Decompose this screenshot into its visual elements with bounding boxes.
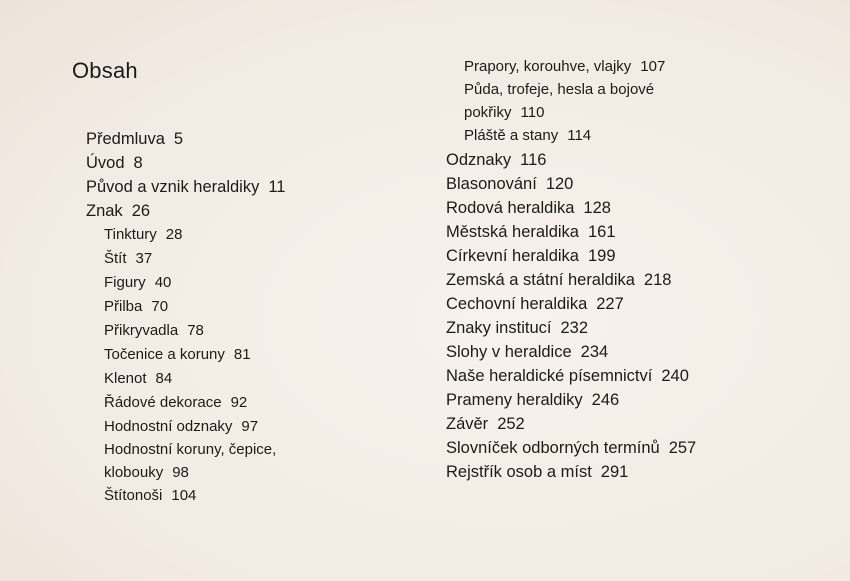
toc-entry xyxy=(446,268,826,292)
toc-entry-title: Klenot xyxy=(104,370,147,387)
toc-entry-page: 5 xyxy=(173,130,184,148)
toc-entry xyxy=(86,484,426,508)
toc-entry-title: Prapory, korouhve, vlajky xyxy=(464,58,632,75)
toc-entry-title: Řádové dekorace xyxy=(104,394,222,411)
toc-entry-title: Točenice a koruny xyxy=(104,346,225,363)
toc-entry xyxy=(86,199,426,223)
toc-entry-title: Původ a vznik heraldiky xyxy=(86,178,260,196)
toc-entry xyxy=(86,247,426,271)
toc-entry xyxy=(86,223,426,247)
toc-entry-page: 8 xyxy=(133,154,143,172)
toc-entry-title: Rejstřík osob a míst xyxy=(446,463,592,481)
toc-entry-page: 116 xyxy=(520,151,547,169)
toc-entry xyxy=(86,319,426,343)
toc-entry-title: Pláště a stany xyxy=(464,127,559,144)
toc-entry xyxy=(446,55,826,79)
toc-entry-title: Slovníček odborných termínů xyxy=(446,439,660,457)
toc-entry-page: 98 xyxy=(172,463,189,481)
page-title: Obsah xyxy=(72,58,138,83)
toc-entry-title: Cechovní heraldika xyxy=(446,295,588,313)
toc-entry-title: Tinktury xyxy=(104,226,157,243)
toc-entry xyxy=(446,436,826,460)
toc-entry xyxy=(86,127,426,151)
toc-entry-page: 107 xyxy=(640,58,666,75)
toc-entry xyxy=(446,412,826,436)
toc-entry xyxy=(446,220,826,244)
toc-entry xyxy=(86,151,426,175)
toc-entry-title: Znak xyxy=(86,202,123,220)
toc-entry-page: 97 xyxy=(241,418,259,435)
toc-left-column xyxy=(86,127,426,508)
toc-entry-page: 246 xyxy=(591,391,620,409)
toc-entry-title: Slohy v heraldice xyxy=(446,343,572,361)
toc-entry-title: Naše heraldické písemnictví xyxy=(446,367,653,385)
toc-entry-page: 227 xyxy=(596,295,624,313)
toc-entry-title: Štít xyxy=(104,250,127,267)
toc-entry-title: Církevní heraldika xyxy=(446,247,579,265)
toc-entry-title: Městská heraldika xyxy=(446,223,579,241)
toc-entry-title: Přilba xyxy=(104,298,143,315)
toc-entry-title: Úvod xyxy=(86,154,125,172)
toc-entry-title: Hodnostní koruny, čepice, klobouky xyxy=(104,441,277,481)
toc-entry xyxy=(446,292,826,316)
toc-entry-title: Půda, trofeje, hesla a bojové pokřiky xyxy=(464,81,655,121)
toc-entry-page: 26 xyxy=(131,202,151,220)
toc-entry-title: Blasonování xyxy=(446,175,537,193)
toc-entry xyxy=(86,295,426,319)
toc-entry-page: 161 xyxy=(587,223,616,241)
toc-entry-page: 240 xyxy=(661,367,689,385)
toc-entry-page: 218 xyxy=(643,271,672,289)
toc-entry-page: 252 xyxy=(497,415,525,433)
toc-entry xyxy=(86,391,426,415)
toc-entry-page: 291 xyxy=(600,463,629,481)
toc-entry-title: Předmluva xyxy=(86,130,165,148)
toc-entry xyxy=(86,175,426,199)
toc-entry-title: Odznaky xyxy=(446,151,512,169)
toc-entry-page: 128 xyxy=(583,199,611,217)
toc-entry-page: 232 xyxy=(560,319,588,337)
toc-entry-title: Figury xyxy=(104,274,146,291)
toc-entry xyxy=(86,343,426,367)
toc-entry-page: 114 xyxy=(567,127,592,144)
toc-entry xyxy=(446,79,826,124)
toc-entry xyxy=(446,340,826,364)
toc-entry-page: 92 xyxy=(230,394,248,411)
toc-entry-title: Rodová heraldika xyxy=(446,199,575,217)
toc-entry xyxy=(86,271,426,295)
toc-entry-page: 257 xyxy=(668,439,697,457)
toc-entry-page: 37 xyxy=(135,250,153,267)
toc-entry-page: 84 xyxy=(155,370,173,387)
toc-entry-title: Zemská a státní heraldika xyxy=(446,271,635,289)
toc-entry-page: 40 xyxy=(154,274,172,291)
toc-entry xyxy=(446,388,826,412)
toc-entry-title: Prameny heraldiky xyxy=(446,391,583,409)
toc-entry xyxy=(446,364,826,388)
toc-entry xyxy=(446,124,826,148)
toc-entry xyxy=(446,316,826,340)
toc-entry xyxy=(446,148,826,172)
toc-entry-page: 81 xyxy=(233,346,251,363)
toc-entry xyxy=(446,172,826,196)
toc-entry xyxy=(446,196,826,220)
toc-entry-title: Znaky institucí xyxy=(446,319,552,337)
toc-entry xyxy=(86,367,426,391)
toc-entry-title: Hodnostní odznaky xyxy=(104,418,233,435)
toc-entry-title: Přikryvadla xyxy=(104,322,179,339)
toc-entry-page: 120 xyxy=(545,175,574,193)
toc-entry-page: 78 xyxy=(187,322,204,339)
toc-entry-title: Štítonoši xyxy=(104,487,163,504)
toc-entry xyxy=(446,244,826,268)
toc-right-column xyxy=(446,55,826,484)
toc-entry-page: 234 xyxy=(580,343,609,361)
toc-entry xyxy=(446,460,826,484)
toc-entry-page: 110 xyxy=(520,103,545,121)
toc-entry-page: 70 xyxy=(151,298,169,315)
toc-entry-title: Závěr xyxy=(446,415,489,433)
toc-entry-page: 199 xyxy=(587,247,616,265)
toc-entry-page: 11 xyxy=(268,178,286,196)
toc-entry-page: 104 xyxy=(171,487,197,504)
toc-entry-page: 28 xyxy=(165,226,183,243)
toc-entry xyxy=(86,439,426,484)
toc-entry xyxy=(86,415,426,439)
